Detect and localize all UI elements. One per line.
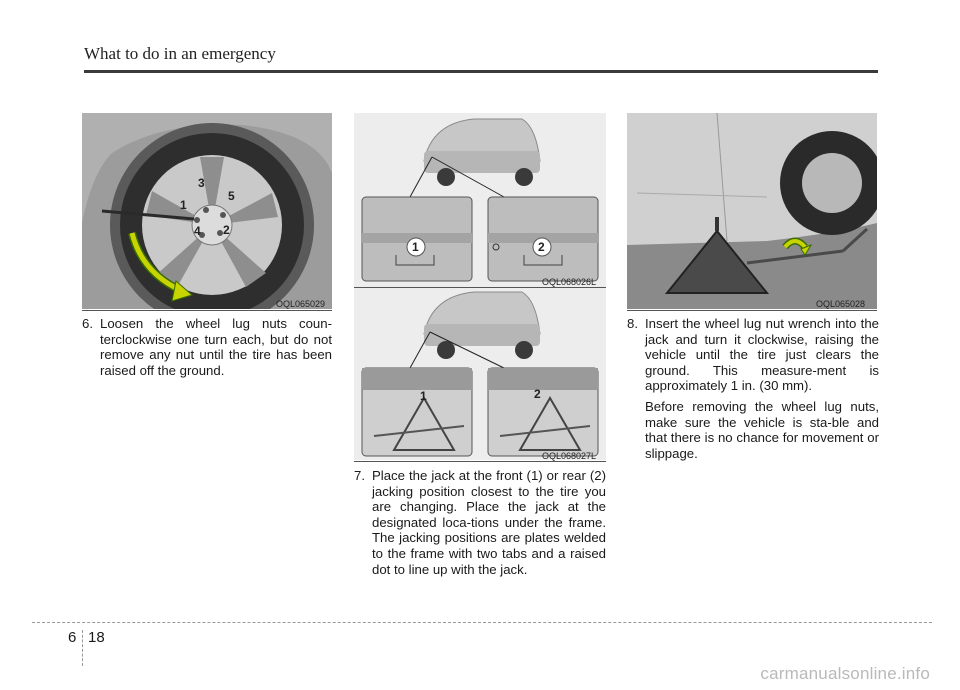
wheel-label-1: 1 bbox=[180, 198, 187, 212]
step-7 bbox=[354, 468, 606, 577]
figure-wheel-lug-nuts bbox=[82, 113, 332, 309]
figure-code-2: OQL068026L bbox=[542, 277, 597, 287]
page-number-divider bbox=[82, 630, 83, 666]
step-8 bbox=[627, 316, 879, 461]
figure-code-1: OQL065029 bbox=[276, 299, 326, 309]
step-8-note: Before removing the wheel lug nuts, make sure the vehicle is sta-ble and that there is no chance for movement or slippage. bbox=[645, 398, 879, 461]
footer-rule bbox=[32, 622, 932, 623]
step-6-number: 6. bbox=[82, 316, 93, 331]
jack-pos-label-2: 2 bbox=[538, 240, 545, 254]
header-rule bbox=[84, 70, 878, 73]
step-6 bbox=[82, 316, 332, 378]
wheel-label-5: 5 bbox=[228, 189, 235, 203]
page-section-title: What to do in an emergency bbox=[84, 44, 276, 63]
jack-placement-illustration bbox=[354, 288, 606, 460]
wheel-illustration bbox=[82, 113, 332, 309]
step-7-number: 7. bbox=[354, 468, 365, 483]
step-8-text: Insert the wheel lug nut wrench into the jack and turn it clockwise, raising the vehicle until the tire just clears the ground. This measure-ment is approximately 1 in. (30 mm). bbox=[645, 316, 879, 394]
watermark: carmanualsonline.info bbox=[760, 664, 930, 683]
step-7-text: Place the jack at the front (1) or rear (2) jacking position closest to the tire you are changing. Place the jack at the designated loca-tions under the frame. The jacking positions are plates welded to the frame with two tabs and a raised dot to line up with the jack. bbox=[372, 468, 606, 577]
jacking-positions-illustration bbox=[354, 113, 606, 287]
page-chapter: 6 bbox=[68, 629, 77, 646]
figure-caption-rule bbox=[627, 310, 877, 311]
jack-placement-label-2: 2 bbox=[534, 387, 541, 401]
jack-placement-label-1: 1 bbox=[420, 389, 427, 403]
page-number: 18 bbox=[88, 629, 105, 646]
step-8-number: 8. bbox=[627, 316, 638, 331]
jack-pos-label-1: 1 bbox=[412, 240, 419, 254]
figure-caption-rule bbox=[354, 461, 606, 462]
figure-code-4: OQL065028 bbox=[816, 299, 866, 309]
wheel-label-3: 3 bbox=[198, 176, 205, 190]
figure-raising-vehicle bbox=[627, 113, 877, 309]
figure-jack-placement bbox=[354, 288, 606, 460]
step-6-text: Loosen the wheel lug nuts coun-terclockwise one turn each, but do not remove any nut until the tire has been raised off the ground. bbox=[100, 316, 332, 378]
wheel-label-4: 4 bbox=[194, 224, 201, 238]
figure-caption-rule bbox=[82, 310, 332, 311]
raising-vehicle-illustration bbox=[627, 113, 877, 309]
figure-jacking-positions bbox=[354, 113, 606, 287]
wheel-label-2: 2 bbox=[223, 223, 230, 237]
figure-code-3: OQL068027L bbox=[542, 451, 597, 461]
